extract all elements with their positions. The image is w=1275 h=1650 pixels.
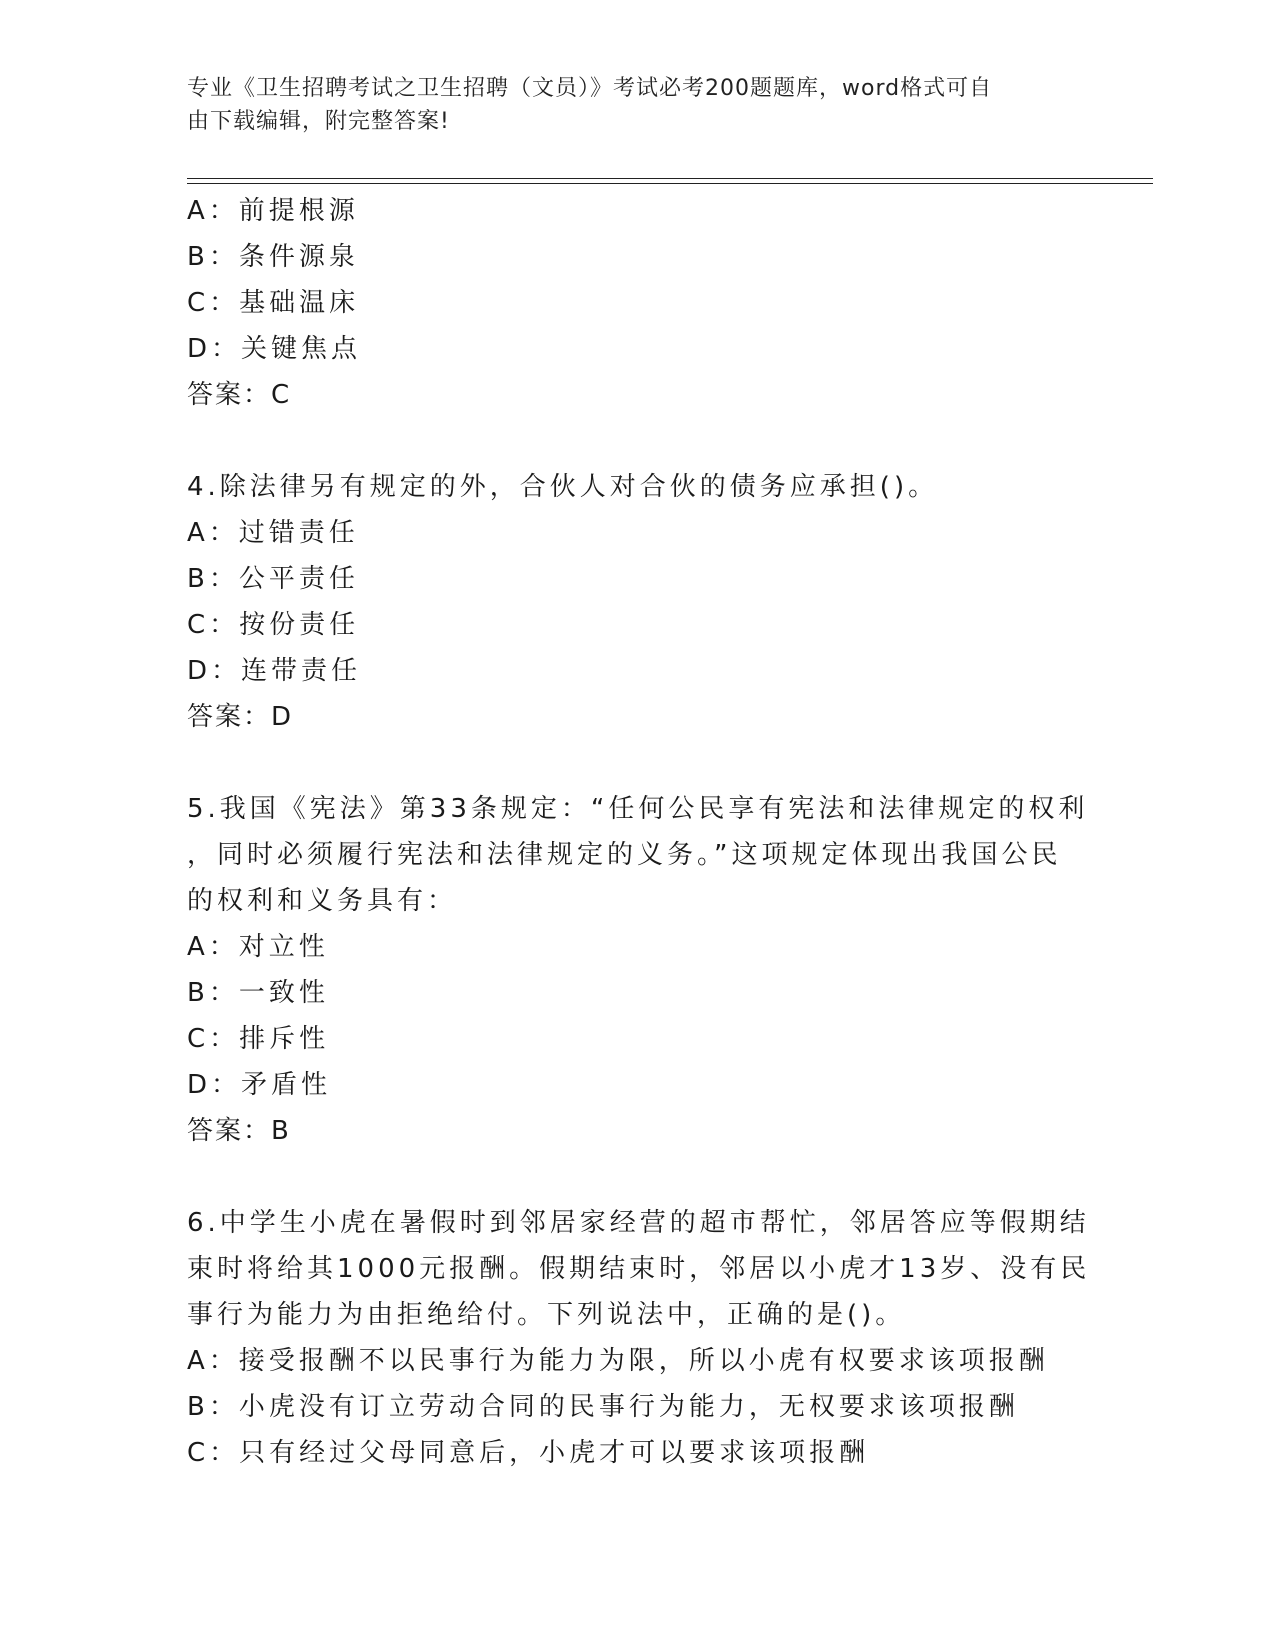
q3-option-d: D：关键焦点 <box>187 334 362 364</box>
header-title-line-1: 专业《卫生招聘考试之卫生招聘（文员）》考试必考200题题库，word格式可自 <box>187 76 993 101</box>
q6-option-a: A：接受报酬不以民事行为能力为限，所以小虎有权要求该项报酬 <box>187 1346 1049 1376</box>
q5-option-d: D：矛盾性 <box>187 1070 332 1100</box>
header-divider-top <box>187 178 1153 179</box>
q6-question-line-1: 6.中学生小虎在暑假时到邻居家经营的超市帮忙，邻居答应等假期结 <box>187 1208 1090 1238</box>
q5-question-line-2: ，同时必须履行宪法和法律规定的义务。”这项规定体现出我国公民 <box>187 840 1062 870</box>
q5-question-line-1: 5.我国《宪法》第33条规定：“任何公民享有宪法和法律规定的权利 <box>187 794 1089 824</box>
q4-option-b: B：公平责任 <box>187 564 359 594</box>
question-6-block <box>187 1200 1091 1476</box>
question-3-block <box>187 188 1087 418</box>
q5-option-b: B：一致性 <box>187 978 329 1008</box>
q4-question: 4.除法律另有规定的外，合伙人对合伙的债务应承担()。 <box>187 472 939 502</box>
q4-answer: 答案：D <box>187 702 294 732</box>
q5-option-c: C：排斥性 <box>187 1024 330 1054</box>
q6-question-line-2: 束时将给其1000元报酬。假期结束时，邻居以小虎才13岁、没有民 <box>187 1254 1091 1284</box>
q4-option-c: C：按份责任 <box>187 610 360 640</box>
q3-answer: 答案：C <box>187 380 292 410</box>
q5-option-a: A：对立性 <box>187 932 329 962</box>
q4-option-d: D：连带责任 <box>187 656 362 686</box>
question-list <box>187 188 1091 1476</box>
q3-option-c: C：基础温床 <box>187 288 360 318</box>
q3-option-b: B：条件源泉 <box>187 242 359 272</box>
header-divider-bottom <box>187 183 1153 184</box>
q3-option-a: A：前提根源 <box>187 196 359 226</box>
q6-option-c: C：只有经过父母同意后，小虎才可以要求该项报酬 <box>187 1438 870 1468</box>
q6-question-line-3: 事行为能力为由拒绝给付。下列说法中，正确的是()。 <box>187 1300 906 1330</box>
q4-option-a: A：过错责任 <box>187 518 359 548</box>
question-4-block <box>187 464 1087 740</box>
q6-option-b: B：小虎没有订立劳动合同的民事行为能力，无权要求该项报酬 <box>187 1392 1019 1422</box>
document-header <box>187 72 1067 138</box>
header-title-line-2: 由下载编辑，附完整答案! <box>187 109 450 134</box>
q5-answer: 答案：B <box>187 1116 291 1146</box>
question-5-block <box>187 786 1087 1154</box>
q5-question-line-3: 的权利和义务具有： <box>187 886 458 916</box>
